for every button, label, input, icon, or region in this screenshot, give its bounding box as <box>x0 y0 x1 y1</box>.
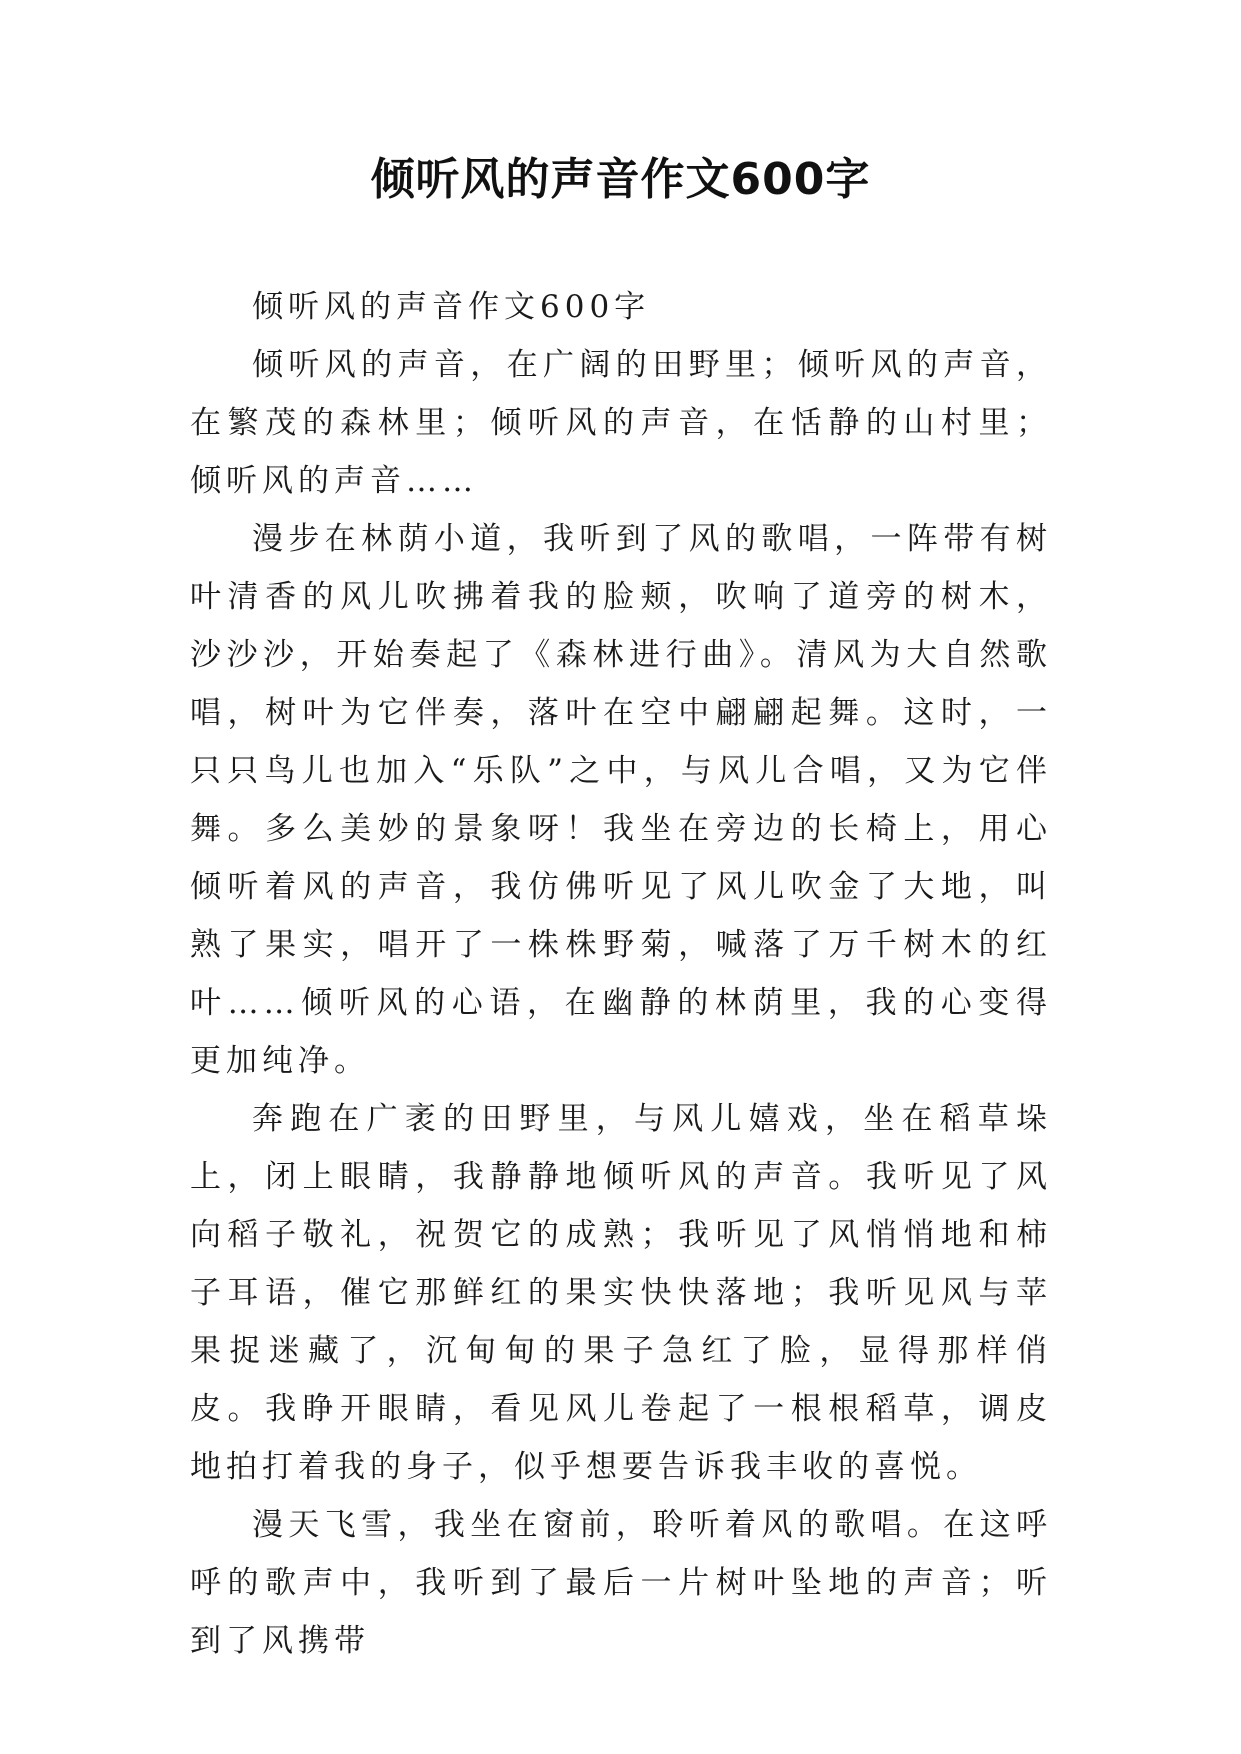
document-body <box>190 278 1052 1670</box>
document-subtitle: 倾听风的声音作文600字 <box>252 289 651 325</box>
document-title: 倾听风的声音作文600字 <box>370 154 871 205</box>
paragraph-2: 漫步在林荫小道，我听到了风的歌唱，一阵带有树叶清香的风儿吹拂着我的脸颊，吹响了道旁的树木，沙沙沙，开始奏起了《森林进行曲》。清风为大自然歌唱，树叶为它伴奏，落叶在空中翩翩起舞。这时，一只只鸟儿也加入“乐队”之中，与风儿合唱，又为它伴舞。多么美妙的景象呀！我坐在旁边的长椅上，用心倾听着风的声音，我仿佛听见了风儿吹金了大地，叫熟了果实，唱开了一株株野菊，喊落了万千树木的红叶……倾听风的心语，在幽静的林荫里，我的心变得更加纯净。 <box>190 521 1052 1079</box>
paragraph-4: 漫天飞雪，我坐在窗前，聆听着风的歌唱。在这呼呼的歌声中，我听到了最后一片树叶坠地的声音；听到了风携带 <box>190 1507 1052 1659</box>
paragraph-1: 倾听风的声音，在广阔的田野里；倾听风的声音，在繁茂的森林里；倾听风的声音，在恬静的山村里；倾听风的声音…… <box>190 347 1052 499</box>
paragraph-3: 奔跑在广袤的田野里，与风儿嬉戏，坐在稻草垛上，闭上眼睛，我静静地倾听风的声音。我听见了风向稻子敬礼，祝贺它的成熟；我听见了风悄悄地和柿子耳语，催它那鲜红的果实快快落地；我听见风与苹果捉迷藏了，沉甸甸的果子急红了脸，显得那样俏皮。我睁开眼睛，看见风儿卷起了一根根稻草，调皮地拍打着我的身子，似乎想要告诉我丰收的喜悦。 <box>190 1101 1052 1485</box>
